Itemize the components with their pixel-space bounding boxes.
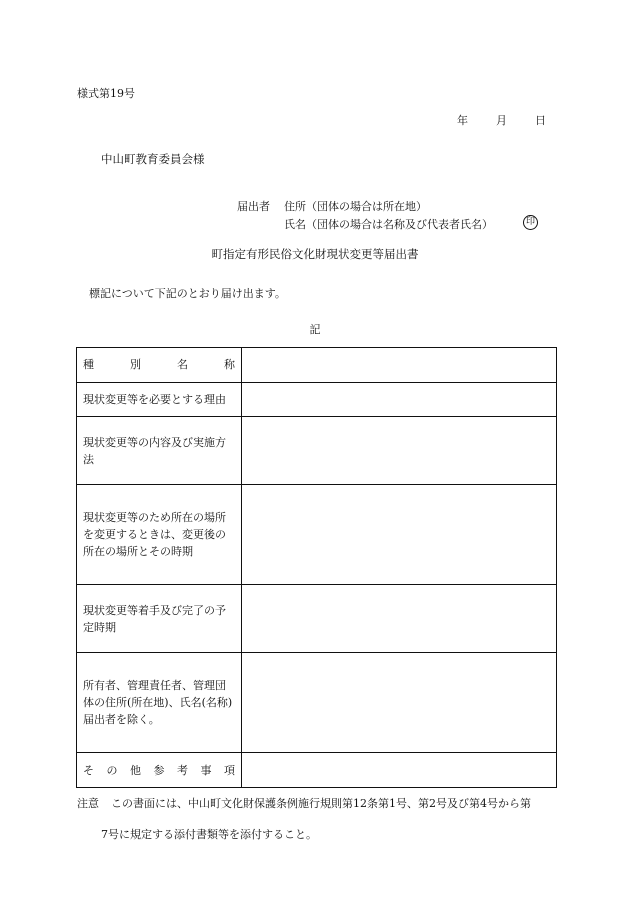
row-value-content-method[interactable]	[242, 417, 557, 485]
note-head: 注意	[77, 797, 99, 810]
row-label-other-notes: その他参考事項	[77, 753, 242, 788]
row-value-category-name[interactable]	[242, 348, 557, 383]
note-line-2: 7号に規定する添付書類等を添付すること。	[101, 828, 317, 841]
application-form-table	[76, 347, 557, 788]
row-value-reason[interactable]	[242, 382, 557, 417]
row-value-schedule[interactable]	[242, 585, 557, 653]
table-row	[77, 585, 557, 653]
table-row	[77, 753, 557, 788]
row-label-owner-info: 所有者、管理責任者、管理団体の住所(所在地)、氏名(名称)届出者を除く。	[77, 652, 242, 752]
date-line	[457, 112, 546, 128]
row-value-owner-info[interactable]	[242, 652, 557, 752]
date-day: 日	[535, 114, 546, 127]
table-row	[77, 348, 557, 383]
date-month: 月	[496, 114, 507, 127]
table-row	[77, 485, 557, 585]
row-label-schedule: 現状変更等着手及び完了の予定時期	[77, 585, 242, 653]
document-title: 町指定有形民俗文化財現状変更等届出書	[211, 247, 419, 261]
row-label-reason: 現状変更等を必要とする理由	[77, 382, 242, 417]
form-number: 様式第19号	[77, 87, 135, 100]
seal-mark: 印	[523, 215, 538, 230]
ki-heading: 記	[309, 323, 321, 336]
table-row	[77, 652, 557, 752]
date-year: 年	[457, 114, 468, 127]
note-line-1	[77, 795, 531, 811]
note-text-1: この書面には、中山町文化財保護条例施行規則第12条第1号、第2号及び第4号から第	[111, 797, 531, 810]
applicant-address-label: 住所（団体の場合は所在地）	[284, 200, 427, 213]
row-value-other-notes[interactable]	[242, 753, 557, 788]
addressee: 中山町教育委員会様	[101, 152, 205, 166]
row-value-location-change[interactable]	[242, 485, 557, 585]
table-row	[77, 382, 557, 417]
row-label-location-change: 現状変更等のため所在の場所を変更するときは、変更後の所在の場所とその時期	[77, 485, 242, 585]
table-row	[77, 417, 557, 485]
applicant-label: 届出者	[237, 200, 270, 213]
row-label-content-method: 現状変更等の内容及び実施方法	[77, 417, 242, 485]
intro-text: 標記について下記のとおり届け出ます。	[89, 287, 286, 300]
applicant-name-label: 氏名（団体の場合は名称及び代表者氏名）	[284, 218, 493, 231]
row-label-category-name: 種 別 名 称	[77, 348, 242, 383]
